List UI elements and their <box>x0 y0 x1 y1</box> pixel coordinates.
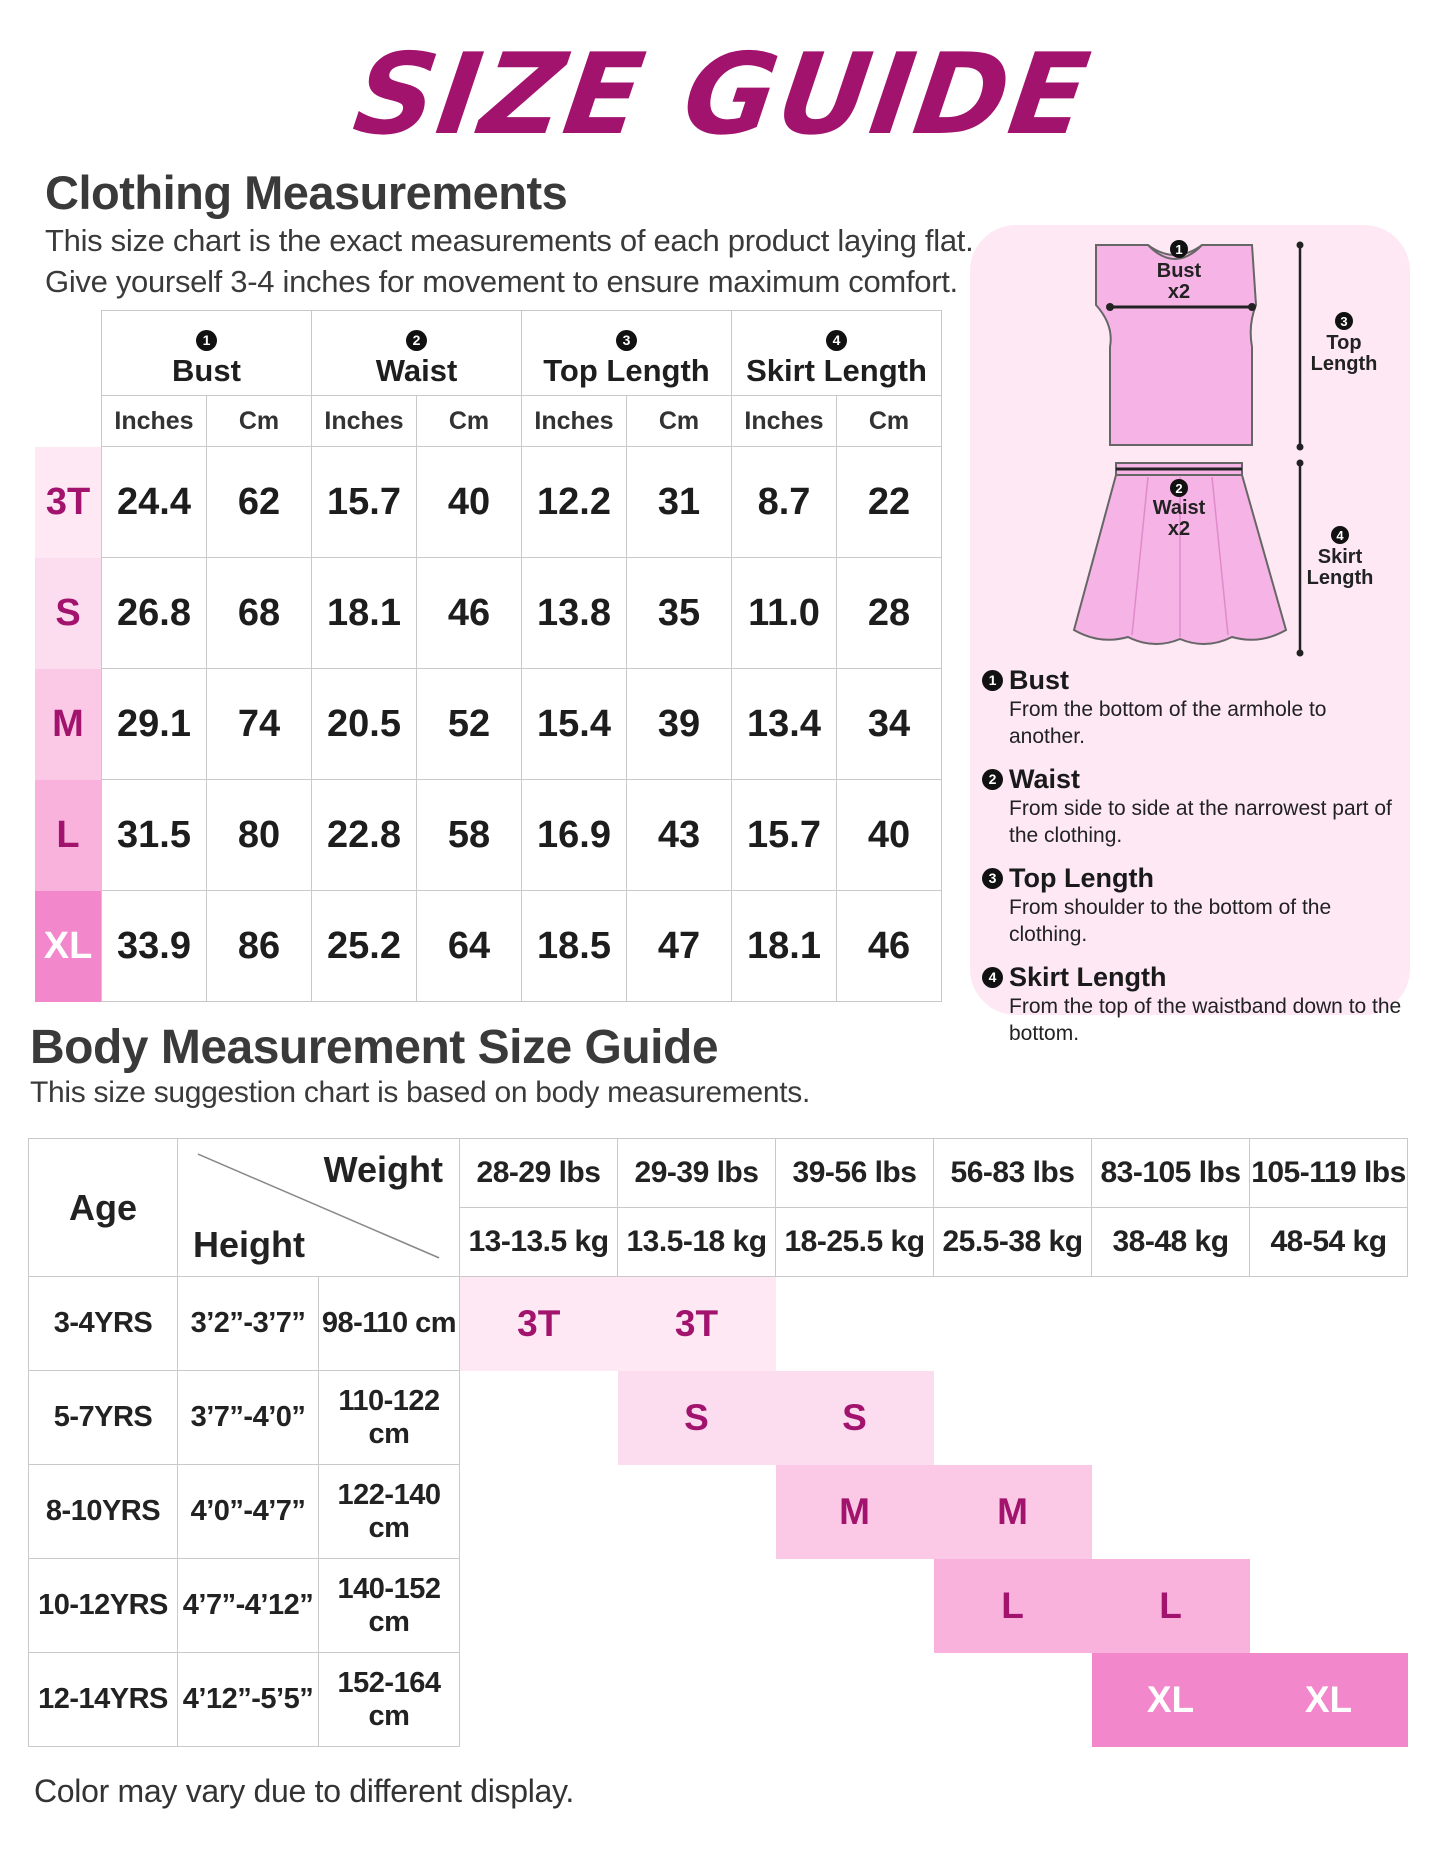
size-label: 3T <box>35 447 102 558</box>
measurement-cell: 13.8 <box>522 558 627 669</box>
weight-label: Weight <box>323 1149 443 1190</box>
height-ft-cell: 3’2”-3’7” <box>178 1277 319 1371</box>
svg-text:3: 3 <box>1340 314 1348 329</box>
measurement-cell: 12.2 <box>522 447 627 558</box>
clothing-description <box>45 220 973 302</box>
measurement-cell: 80 <box>207 780 312 891</box>
note-title: Waist <box>1009 764 1081 794</box>
empty-cell <box>1250 1465 1408 1559</box>
number-badge: 3 <box>616 330 637 351</box>
size-row <box>35 447 942 558</box>
recommended-size-cell: L <box>934 1559 1092 1653</box>
empty-cell <box>618 1653 776 1747</box>
measurement-cell: 28 <box>837 558 942 669</box>
unit-header: Inches <box>522 396 627 447</box>
measurement-cell: 18.1 <box>312 558 417 669</box>
unit-header: Inches <box>732 396 837 447</box>
group-header <box>102 311 312 396</box>
number-badge: 1 <box>982 670 1003 691</box>
size-label: L <box>35 780 102 891</box>
weight-kg: 18-25.5 kg <box>776 1208 934 1277</box>
diagram-bust-label: Bust <box>1156 260 1202 282</box>
number-badge: 2 <box>406 330 427 351</box>
size-label: S <box>35 558 102 669</box>
recommended-size-cell: M <box>776 1465 934 1559</box>
empty-cell <box>776 1559 934 1653</box>
diagram-waist-label: Waist <box>1152 497 1206 519</box>
measurement-notes <box>982 665 1407 1061</box>
measurement-cell: 40 <box>417 447 522 558</box>
measurement-cell: 26.8 <box>102 558 207 669</box>
measurement-cell: 58 <box>417 780 522 891</box>
number-badge: 1 <box>196 330 217 351</box>
group-label: Top Length <box>543 353 710 388</box>
empty-cell <box>776 1653 934 1747</box>
unit-header: Cm <box>837 396 942 447</box>
unit-header: Cm <box>207 396 312 447</box>
weight-lbs: 28-29 lbs <box>460 1139 618 1208</box>
note-waist <box>982 764 1407 849</box>
empty-cell <box>618 1559 776 1653</box>
weight-kg: 13-13.5 kg <box>460 1208 618 1277</box>
height-weight-header <box>178 1139 460 1277</box>
empty-cell <box>934 1371 1092 1465</box>
number-badge: 4 <box>982 967 1003 988</box>
measurement-cell: 13.4 <box>732 669 837 780</box>
unit-header-row <box>35 396 942 447</box>
weight-kg: 38-48 kg <box>1092 1208 1250 1277</box>
size-row <box>35 558 942 669</box>
measurement-cell: 64 <box>417 891 522 1002</box>
empty-cell <box>934 1277 1092 1371</box>
number-badge: 4 <box>826 330 847 351</box>
diagram-bust-multiplier: x2 <box>1167 281 1191 303</box>
measurement-cell: 15.4 <box>522 669 627 780</box>
note-title: Top Length <box>1009 863 1154 893</box>
group-header-row <box>35 311 942 396</box>
measurement-cell: 34 <box>837 669 942 780</box>
measurement-cell: 40 <box>837 780 942 891</box>
empty-cell <box>1092 1371 1250 1465</box>
empty-cell <box>460 1559 618 1653</box>
group-header <box>312 311 522 396</box>
note-title: Bust <box>1009 665 1069 695</box>
height-cm-cell: 140-152 cm <box>319 1559 460 1653</box>
svg-text:1: 1 <box>1175 242 1183 257</box>
table-corner <box>35 311 102 396</box>
diagram-waist-multiplier: x2 <box>1167 518 1191 540</box>
measurement-cell: 43 <box>627 780 732 891</box>
measurement-cell: 74 <box>207 669 312 780</box>
weight-kg: 13.5-18 kg <box>618 1208 776 1277</box>
garment-diagram <box>970 225 1410 665</box>
measurement-cell: 16.9 <box>522 780 627 891</box>
empty-cell <box>776 1277 934 1371</box>
body-guide-subtitle: This size suggestion chart is based on body measurements. <box>30 1076 810 1109</box>
weight-kg: 48-54 kg <box>1250 1208 1408 1277</box>
height-label: Height <box>193 1224 305 1265</box>
table-corner <box>35 396 102 447</box>
size-label: M <box>35 669 102 780</box>
measurement-cell: 15.7 <box>732 780 837 891</box>
weight-lbs: 29-39 lbs <box>618 1139 776 1208</box>
age-header: Age <box>29 1139 178 1277</box>
body-size-row <box>29 1465 1408 1559</box>
group-label: Skirt Length <box>746 353 927 388</box>
empty-cell <box>1250 1371 1408 1465</box>
recommended-size-cell: L <box>1092 1559 1250 1653</box>
empty-cell <box>460 1371 618 1465</box>
clothing-measurements-table <box>35 310 942 1002</box>
diagram-skirt-label-2: Length <box>1306 567 1374 589</box>
note-skirt-length <box>982 962 1407 1047</box>
measurement-cell: 31 <box>627 447 732 558</box>
size-label: XL <box>35 891 102 1002</box>
unit-header: Inches <box>102 396 207 447</box>
height-ft-cell: 4’12”-5’5” <box>178 1653 319 1747</box>
age-cell: 12-14YRS <box>29 1653 178 1747</box>
measurement-cell: 39 <box>627 669 732 780</box>
measurement-cell: 11.0 <box>732 558 837 669</box>
measurement-guide-panel <box>970 225 1410 1045</box>
footer-note: Color may vary due to different display. <box>34 1773 574 1809</box>
group-header <box>522 311 732 396</box>
recommended-size-cell: M <box>934 1465 1092 1559</box>
svg-text:2: 2 <box>1175 481 1183 496</box>
measurement-cell: 35 <box>627 558 732 669</box>
group-label: Bust <box>172 353 241 388</box>
body-size-row <box>29 1559 1408 1653</box>
measurement-cell: 46 <box>417 558 522 669</box>
height-cm-cell: 110-122 cm <box>319 1371 460 1465</box>
weight-lbs: 83-105 lbs <box>1092 1139 1250 1208</box>
measurement-cell: 24.4 <box>102 447 207 558</box>
measurement-cell: 68 <box>207 558 312 669</box>
measurement-cell: 15.7 <box>312 447 417 558</box>
measurement-cell: 86 <box>207 891 312 1002</box>
empty-cell <box>1250 1559 1408 1653</box>
measurement-cell: 20.5 <box>312 669 417 780</box>
empty-cell <box>460 1465 618 1559</box>
note-top-length <box>982 863 1407 948</box>
measurement-cell: 33.9 <box>102 891 207 1002</box>
body-size-row <box>29 1371 1408 1465</box>
age-cell: 5-7YRS <box>29 1371 178 1465</box>
group-label: Waist <box>375 353 458 388</box>
measurement-cell: 18.5 <box>522 891 627 1002</box>
diagram-skirt-label: Skirt <box>1317 546 1363 568</box>
age-cell: 3-4YRS <box>29 1277 178 1371</box>
recommended-size-cell: 3T <box>460 1277 618 1371</box>
svg-text:4: 4 <box>1336 528 1344 543</box>
number-badge: 2 <box>982 769 1003 790</box>
note-bust <box>982 665 1407 750</box>
note-description: From the bottom of the armhole to another. <box>1009 698 1327 748</box>
body-measurement-table <box>28 1138 1408 1747</box>
weight-kg: 25.5-38 kg <box>934 1208 1092 1277</box>
empty-cell <box>618 1465 776 1559</box>
weight-lbs: 39-56 lbs <box>776 1139 934 1208</box>
measurement-cell: 31.5 <box>102 780 207 891</box>
empty-cell <box>1092 1465 1250 1559</box>
measurement-cell: 25.2 <box>312 891 417 1002</box>
note-description: From side to side at the narrowest part of the clothing. <box>1009 797 1392 847</box>
recommended-size-cell: 3T <box>618 1277 776 1371</box>
measurement-cell: 8.7 <box>732 447 837 558</box>
size-row <box>35 669 942 780</box>
weight-lbs-row <box>29 1139 1408 1208</box>
measurement-cell: 62 <box>207 447 312 558</box>
note-description: From the top of the waistband down to the bottom. <box>1009 995 1402 1045</box>
height-ft-cell: 3’7”-4’0” <box>178 1371 319 1465</box>
diagram-top-label-2: Length <box>1310 353 1378 375</box>
note-title: Skirt Length <box>1009 962 1167 992</box>
diagram-top-label: Top <box>1326 332 1362 354</box>
recommended-size-cell: S <box>618 1371 776 1465</box>
weight-lbs: 56-83 lbs <box>934 1139 1092 1208</box>
body-size-row <box>29 1653 1408 1747</box>
measurement-cell: 22 <box>837 447 942 558</box>
weight-lbs: 105-119 lbs <box>1250 1139 1408 1208</box>
measurement-cell: 29.1 <box>102 669 207 780</box>
group-header <box>732 311 942 396</box>
height-ft-cell: 4’7”-4’12” <box>178 1559 319 1653</box>
page-title: SIZE GUIDE <box>346 30 1099 160</box>
clothing-heading: Clothing Measurements <box>45 166 568 219</box>
recommended-size-cell: S <box>776 1371 934 1465</box>
age-cell: 8-10YRS <box>29 1465 178 1559</box>
clothing-description-line: Give yourself 3-4 inches for movement to ensure maximum comfort. <box>45 264 958 299</box>
empty-cell <box>1092 1277 1250 1371</box>
unit-header: Cm <box>627 396 732 447</box>
measurement-cell: 46 <box>837 891 942 1002</box>
body-size-row <box>29 1277 1408 1371</box>
size-row <box>35 780 942 891</box>
measurement-cell: 47 <box>627 891 732 1002</box>
height-cm-cell: 152-164 cm <box>319 1653 460 1747</box>
empty-cell <box>934 1653 1092 1747</box>
empty-cell <box>1250 1277 1408 1371</box>
clothing-description-line: This size chart is the exact measurements of each product laying flat. <box>45 223 974 258</box>
unit-header: Inches <box>312 396 417 447</box>
age-cell: 10-12YRS <box>29 1559 178 1653</box>
height-ft-cell: 4’0”-4’7” <box>178 1465 319 1559</box>
body-guide-heading: Body Measurement Size Guide <box>30 1021 719 1074</box>
empty-cell <box>460 1653 618 1747</box>
measurement-cell: 52 <box>417 669 522 780</box>
height-cm-cell: 98-110 cm <box>319 1277 460 1371</box>
note-description: From shoulder to the bottom of the clothing. <box>1009 896 1332 946</box>
recommended-size-cell: XL <box>1092 1653 1250 1747</box>
measurement-cell: 18.1 <box>732 891 837 1002</box>
unit-header: Cm <box>417 396 522 447</box>
number-badge: 3 <box>982 868 1003 889</box>
recommended-size-cell: XL <box>1250 1653 1408 1747</box>
size-row <box>35 891 942 1002</box>
height-cm-cell: 122-140 cm <box>319 1465 460 1559</box>
measurement-cell: 22.8 <box>312 780 417 891</box>
